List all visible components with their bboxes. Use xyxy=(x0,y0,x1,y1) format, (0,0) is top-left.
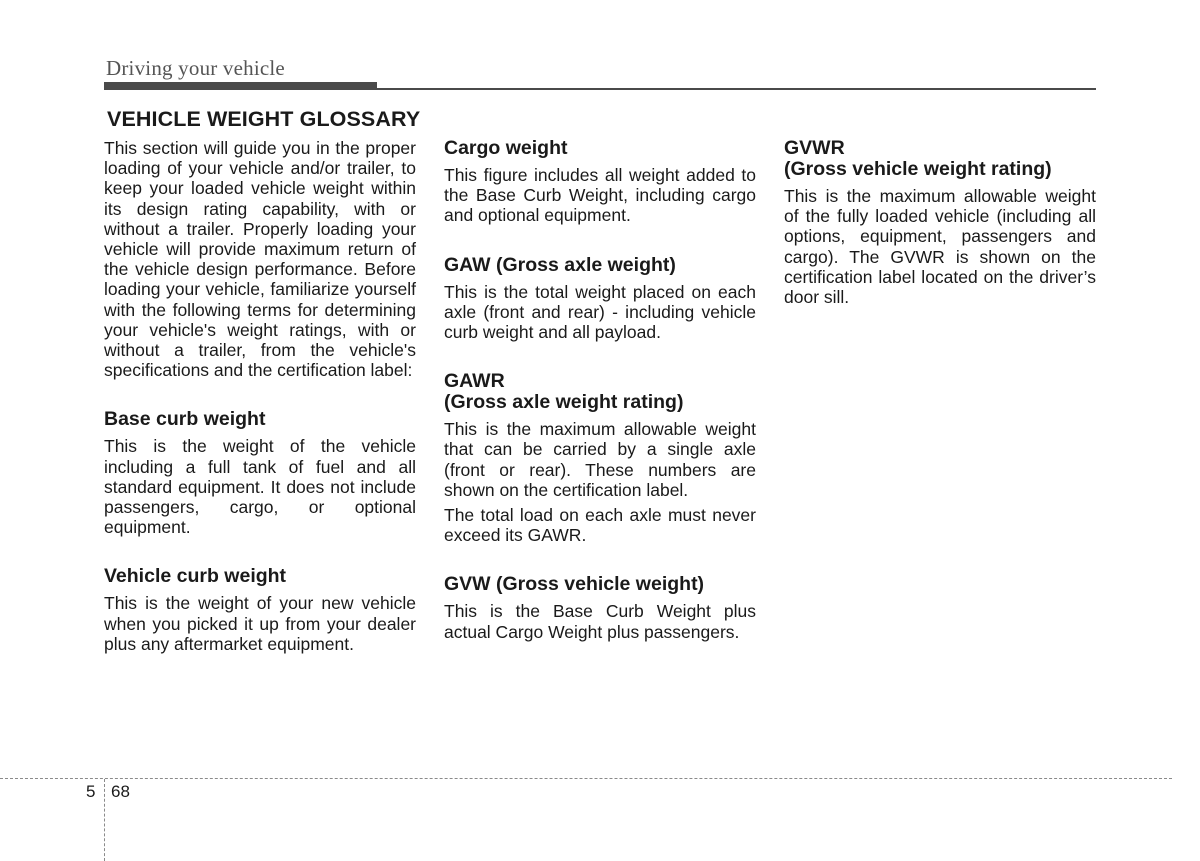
term-vehicle-curb-weight: Vehicle curb weight xyxy=(104,565,287,588)
definition-gawr: This is the maximum allowable weight that can be carried by a single axle (front or rear). These numbers are shown on the certification label. xyxy=(444,419,756,500)
footer-dashed-rule xyxy=(0,778,1172,779)
header-rule-thick xyxy=(104,82,377,90)
chapter-number: 5 xyxy=(86,782,96,801)
definition-cargo-weight: This figure includes all weight added to the Base Curb Weight, including cargo and optional equipment. xyxy=(444,165,756,226)
definition-gawr-note: The total load on each axle must never exceed its GAWR. xyxy=(444,505,756,546)
header-rule-thin xyxy=(377,88,1096,90)
term-gawr-abbrev: GAWR xyxy=(444,370,505,393)
term-gvw: GVW (Gross vehicle weight) xyxy=(444,573,705,596)
term-base-curb-weight: Base curb weight xyxy=(104,408,266,431)
term-gawr-full: (Gross axle weight rating) xyxy=(444,391,684,414)
definition-gvwr: This is the maximum allowable weight of the fully loaded vehicle (including all options, equipment, passengers and cargo). The GVWR is shown on the certification label located on the driver’s door sill. xyxy=(784,186,1096,308)
column-1 xyxy=(104,138,416,654)
page-number: 68 xyxy=(111,782,130,801)
section-heading: VEHICLE WEIGHT GLOSSARY xyxy=(107,107,421,131)
term-gvwr-abbrev: GVWR xyxy=(784,137,845,159)
definition-gvw: This is the Base Curb Weight plus actual Cargo Weight plus passengers. xyxy=(444,601,756,642)
term-gvwr-full: (Gross vehicle weight rating) xyxy=(784,158,1052,180)
definition-gaw: This is the total weight placed on each axle (front and rear) - including vehicle curb weight and all payload. xyxy=(444,281,756,343)
intro-paragraph: This section will guide you in the proper loading of your vehicle and/or trailer, to keep your loaded vehicle weight within its design rating capability, with or without a trailer. Properly loading your vehicle will provide maximum return of the vehicle design performance. Before loading your vehicle, familiarize yourself with the following terms for determining your vehicle's weight ratings, with or without a trailer, from the vehicle's specifications and the certification label: xyxy=(104,138,416,381)
running-header-title: Driving your vehicle xyxy=(106,56,285,80)
column-3 xyxy=(784,138,1096,307)
definition-vehicle-curb-weight: This is the weight of your new vehicle when you picked it up from your dealer plus any aftermarket equipment. xyxy=(104,593,416,654)
footer-dashed-divider xyxy=(104,779,105,861)
term-gawr xyxy=(444,371,756,413)
term-cargo-weight: Cargo weight xyxy=(444,137,568,159)
column-2 xyxy=(444,138,756,642)
definition-base-curb-weight: This is the weight of the vehicle including a full tank of fuel and all standard equipment. It does not include passengers, cargo, or optional equipment. xyxy=(104,436,416,538)
term-gvwr xyxy=(784,138,1096,180)
term-gaw: GAW (Gross axle weight) xyxy=(444,253,676,276)
